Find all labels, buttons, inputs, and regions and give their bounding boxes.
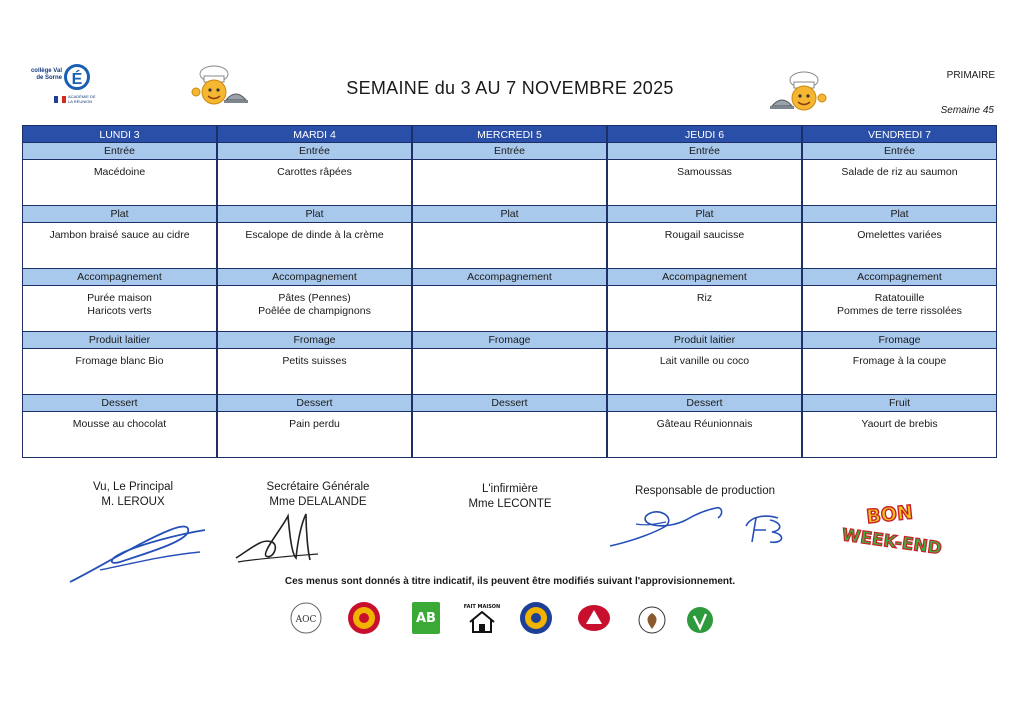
dish-name: Samoussas <box>677 166 732 178</box>
handwritten-signature-production <box>606 496 806 554</box>
college-logo <box>28 62 98 118</box>
day-header: JEUDI 6 <box>607 125 802 143</box>
course-category: Entrée <box>412 143 607 160</box>
dish-cell <box>607 412 802 458</box>
dish-name: Rougail saucisse <box>664 229 745 241</box>
signature-secretary <box>238 480 398 510</box>
day-column <box>607 125 802 458</box>
menu-notice: Ces menus sont donnés à titre indicatif, ils peuvent être modifiés suivant l'approvisionnement. <box>284 576 736 587</box>
bon-weekend-logo <box>838 498 958 562</box>
day-header: MERCREDI 5 <box>412 125 607 143</box>
aoc-label-icon <box>288 600 324 636</box>
dish-cell <box>412 349 607 395</box>
academy-name: ACADÉMIE DE LA RÉUNION <box>68 94 96 104</box>
dish-name: Mousse au chocolat <box>72 418 167 430</box>
course-category: Plat <box>802 206 997 223</box>
dish-name: Salade de riz au saumon <box>841 166 958 178</box>
course-category: Fromage <box>802 332 997 349</box>
course-category: Entrée <box>22 143 217 160</box>
school-level: PRIMAIRE <box>946 70 995 81</box>
college-name: collège Val de Sorne <box>30 68 62 81</box>
dish-cell <box>217 349 412 395</box>
dish-cell <box>217 223 412 269</box>
aop-seal-icon <box>346 600 382 636</box>
handwritten-signature-secretary <box>232 508 322 570</box>
day-header: LUNDI 3 <box>22 125 217 143</box>
dish-name: Riz <box>696 292 713 304</box>
course-category: Entrée <box>217 143 412 160</box>
week-number: Semaine 45 <box>940 105 994 116</box>
dish-cell <box>217 286 412 332</box>
course-category: Fruit <box>802 395 997 412</box>
day-header: MARDI 4 <box>217 125 412 143</box>
dish-cell <box>217 160 412 206</box>
dish-name: Fromage à la coupe <box>852 355 947 367</box>
day-column <box>22 125 217 458</box>
dish-cell <box>22 160 217 206</box>
signature-name: M. LEROUX <box>101 496 165 508</box>
course-category: Entrée <box>607 143 802 160</box>
dish-name: Pommes de terre rissolées <box>837 305 962 317</box>
dish-cell <box>802 223 997 269</box>
dish-name: Escalope de dinde à la crème <box>245 229 384 241</box>
course-category: Plat <box>412 206 607 223</box>
signature-role: Vu, Le Principal <box>92 481 174 493</box>
dish-cell <box>412 412 607 458</box>
dish-cell <box>412 223 607 269</box>
dish-name: Lait vanille ou coco <box>659 355 750 367</box>
dish-name: Fromage blanc Bio <box>75 355 164 367</box>
label-rouge-icon <box>576 600 612 636</box>
course-category: Fromage <box>217 332 412 349</box>
course-category: Produit laitier <box>22 332 217 349</box>
igp-seal-icon <box>518 600 554 636</box>
french-flag-icon <box>54 96 66 103</box>
dish-cell <box>22 349 217 395</box>
course-category: Accompagnement <box>412 269 607 286</box>
course-category: Accompagnement <box>22 269 217 286</box>
dish-name: Pâtes (Pennes) <box>278 292 351 304</box>
course-category: Accompagnement <box>217 269 412 286</box>
signature-name: Mme DELALANDE <box>269 496 367 508</box>
day-header: VENDREDI 7 <box>802 125 997 143</box>
signature-role: Responsable de production <box>634 485 776 497</box>
signature-nurse <box>440 482 580 512</box>
day-column <box>802 125 997 458</box>
dish-name: Carottes râpées <box>277 166 352 178</box>
dish-cell <box>802 160 997 206</box>
svg-text:WEEK-END: WEEK-END <box>840 525 943 560</box>
svg-text:AB: AB <box>416 611 436 626</box>
course-category: Entrée <box>802 143 997 160</box>
course-category: Dessert <box>607 395 802 412</box>
svg-text:FAIT MAISON: FAIT MAISON <box>464 604 500 610</box>
signature-role: Secrétaire Générale <box>266 481 370 493</box>
dish-name: Gâteau Réunionnais <box>656 418 753 430</box>
dish-name: Haricots verts <box>87 305 152 317</box>
day-column <box>412 125 607 458</box>
organic-ab-icon <box>408 600 444 636</box>
chef-emoji-icon <box>770 68 832 116</box>
course-category: Dessert <box>22 395 217 412</box>
college-e-icon: É <box>64 64 90 90</box>
dish-cell <box>217 412 412 458</box>
dish-name: Poêlée de champignons <box>258 305 371 317</box>
dish-cell <box>412 286 607 332</box>
course-category: Accompagnement <box>802 269 997 286</box>
dish-name: Pain perdu <box>289 418 340 430</box>
dish-cell <box>22 223 217 269</box>
course-category: Plat <box>607 206 802 223</box>
svg-text:BON: BON <box>865 501 914 529</box>
dish-cell <box>607 286 802 332</box>
course-category: Accompagnement <box>607 269 802 286</box>
signature-role: L'infirmière <box>482 483 538 495</box>
course-category: Plat <box>217 206 412 223</box>
dish-cell <box>802 412 997 458</box>
dish-name: Yaourt de brebis <box>861 418 938 430</box>
course-category: Dessert <box>217 395 412 412</box>
dish-name: Macédoine <box>93 166 146 178</box>
dish-cell <box>22 412 217 458</box>
dish-name: Petits suisses <box>282 355 347 367</box>
dish-name: Jambon braisé sauce au cidre <box>49 229 190 241</box>
homemade-icon <box>464 600 500 636</box>
dish-cell <box>22 286 217 332</box>
dish-cell <box>607 349 802 395</box>
dish-cell <box>412 160 607 206</box>
dish-cell <box>607 160 802 206</box>
day-column <box>217 125 412 458</box>
course-category: Produit laitier <box>607 332 802 349</box>
dish-cell <box>802 349 997 395</box>
dish-name: Ratatouille <box>874 292 925 304</box>
dish-cell <box>802 286 997 332</box>
signature-name: Mme LECONTE <box>468 498 552 510</box>
local-product-icon <box>634 600 670 636</box>
course-category: Plat <box>22 206 217 223</box>
dish-name: Omelettes variées <box>857 229 942 241</box>
course-category: Fromage <box>412 332 607 349</box>
vegetarian-icon <box>682 600 718 636</box>
dish-name: Purée maison <box>87 292 152 304</box>
page-title: SEMAINE du 3 AU 7 NOVEMBRE 2025 <box>346 78 674 98</box>
svg-text:AOC: AOC <box>295 615 317 625</box>
signature-principal <box>58 480 208 510</box>
dish-cell <box>607 223 802 269</box>
course-category: Dessert <box>412 395 607 412</box>
chef-emoji-icon <box>186 62 248 110</box>
